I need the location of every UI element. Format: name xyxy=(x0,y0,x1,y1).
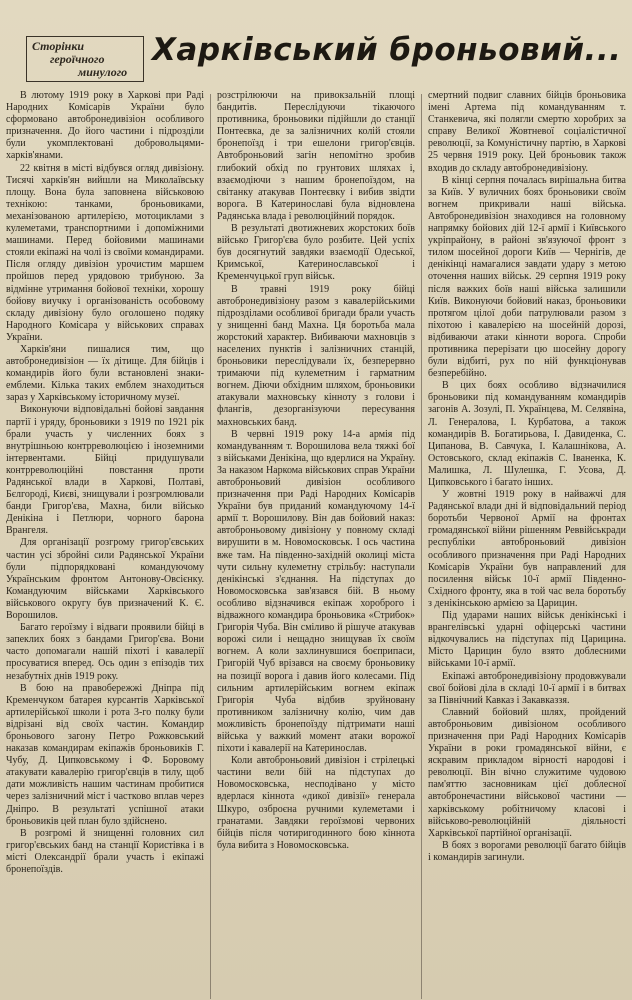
paragraph: Екіпажі автобронедивізіону продовжували свої бойові діла в складі 10-ї армії і в битвах за Північний Кавказ і Закавказзя. xyxy=(428,670,626,706)
article-columns xyxy=(6,90,626,1000)
paragraph: В кінці серпня почалась вирішальна битва за Київ. У вуличних боях броньовики своїм вогнем прикривали наші війська. Автобронедивізіон знаходився на головному напрямку бойових дій 12-ї армії і Київського укріпрайону, в районі зв'язуючої фронт з тилом шосейної дороги Київ — Чернігів, де денікінці намагалися завдати удару з метою оточення наших військ. 29 серпня 1919 року після важких боїв наші війська залишили Київ. Виконуючи бойовий наказ, броньовики протягом цілої доби патрулювали разом з піхотою і кавалерією на шосейній дорозі, відбиваючи атаки кінноти ворога. Спроби противника перерізати цю шосейну дорогу були відбиті, рух по ній функціонував безперебійно. xyxy=(428,174,626,380)
paragraph: В розгромі й знищенні головних сил григор'євських банд на станції Користівка і в місті Олександрії брали участь і екіпажі бронепоїздів. xyxy=(6,827,204,875)
rubric-line-1: Сторінки xyxy=(32,39,85,53)
paragraph: В результаті двотижневих жорстоких боїв військо Григор'єва було розбите. Цей успіх був досягнутий завдяки взаємодії Одеської, Кримської, Катеринославської і Кременчуцької груп військ. xyxy=(217,223,415,283)
rubric-box xyxy=(26,36,144,82)
paragraph: В червні 1919 року 14-а армія під командуванням т. Ворошилова вела тяжкі бої з військами Денікіна, що вдерлися на Україну. За наказом Наркома військових справ України автоброньовий дивізіон особливого призначення при Раді Народних Комісарів України був приданий командуючому 14-ї армії т. Ворошилову. Він дав бойовий наказ: автоброньовому дивізіону у повному складі вирушити в м. Новомосковськ. І ось частина вже там. На південно-західній околиці міста чути сильну кулеметну стрільбу: наступали денікінські з'єднання. На підступах до Новомосковська зав'язався бій. В ньому особливо відзначився екіпаж хороброго і відважного командира броньовика «Стрибок» Григорія Чуба. Він сміливо й рішуче атакував ворожі сили і нещадно знищував їх своїм вогнем. А коли захлинувшися боєприпаси, Григорій Чуб врізався на своєму броньовику на позиції ворога і давив його колесами. Під сильним артилерійським вогнем екіпаж Григорія Чуба відбив зруйновану противником залізничну колію, чим дав можливість бронепоїзду підтримати наші війська у важкий момент атаки ворожої піхоти і кавалерії на Катеринослав. xyxy=(217,428,415,755)
paragraph: Харків'яни пишалися тим, що автобронедивізіон — їх дітище. Для бійців і командирів його були встановлені знаки-емблеми. Кілька таких емблем знаходиться зараз у Харківському історичному музеї. xyxy=(6,343,204,404)
column-divider xyxy=(210,94,211,999)
paragraph: Коли автоброньовий дивізіон і стрілецькі частини вели бій на підступах до Новомосковська, несподівано у місто вдерлася кіннота «дикої дивізії» генерала Шкуро, озброєна ручними кулеметами і гранатами. Завдяки героїзмові червоних бійців після чотиригодинного бою кіннота була вибита з Новомосковська. xyxy=(217,755,415,851)
rubric-line-3: минулого xyxy=(78,65,128,79)
column-1 xyxy=(6,90,204,1000)
paragraph: В бою на правобережжі Дніпра під Кременчуком батарея курсантів Харківської артилерійської школи і рота 3-го полку були відрізані від своїх частин. Командир броньового загону Петро Рожковський наказав командирам екіпажів броньовиків Г. Чубу, Д. Ципковському і Ф. Боровому атакувати кавалерію григор'євців в тилу, щоб дати можливість нашим частинам пробитися через залізничний міст і частково вплав через Дніпро. В результаті успішної атаки броньовиків цей план було здійснено. xyxy=(6,682,204,827)
paragraph: Багато героїзму і відваги проявили бійці в запеклих боях з бандами Григор'єва. Вони часто допомагали нашій піхоті і кавалерії просуватися вперед. Ось один з епізодів тих незабутніх днів 1919 року. xyxy=(6,622,204,682)
paragraph: В лютому 1919 року в Харкові при Раді Народних Комісарів України було сформовано автобронедивізіон особливого призначення. До його частини і підрозділи були укомплектовані добровольцями-харків'янами. xyxy=(6,90,204,162)
paragraph: В боях з ворогами революції багато бійців і командирів загинули. xyxy=(428,839,626,863)
article-title: Харківський броньовий... xyxy=(152,32,622,68)
paragraph: розстрілюючи на привокзальній площі бандитів. Переслідуючи тікаючого противника, броньовики підійшли до станції Понтеєвка, де за залізничних колій стояли бронепоїзд і три ешелони григор'євців. Автоброньовий загін непомітно зробив глибокий обхід по грунтових шляхах і, взаємодіючи з нашим бронепоїздом, на світанку атакував Понтеєвку і вибив звідти ворога. В Катеринославі була відновлена Радянська влада і революційний порядок. xyxy=(217,90,415,222)
article-header xyxy=(6,6,626,84)
paragraph: 22 квітня в місті відбувся огляд дивізіону. Тисячі харків'ян вийшли на Миколаївську площу. Вона була заповнена військовою технікою: танками, броньовиками, механізованою артилерією, мотоциклами з кулеметами, транспортними і допоміжними машинами. Перед бойовими машинами стояли екіпажі на чолі із своїми командирами. Після огляду дивізіон урочистим маршем пройшов перед урядовою трибуною. За відмінне утримання бойової техніки, хорошу бойову виучку і організованість особовому складу дивізіону було оголошено подяку Народного Комісара у військових справах України. xyxy=(6,162,204,343)
paragraph: Славний бойовий шлях, пройдений автоброньовим дивізіоном особливого призначення при Раді Народних Комісарів України в роки громадянської війни, є яскравим прикладом вірності народові і революції. Він вічно служитиме чудовою пам'яттю засновникам цієї доблесної автобронечастини військової частини — харківському робітничому класові і військово-революційній діяльності Харківської партійної організації. xyxy=(428,706,626,839)
column-2 xyxy=(217,90,415,1000)
paragraph: Виконуючи відповідальні бойові завдання партії і уряду, броньовики з 1919 по 1921 рік брали участь у численних боях з внутрішньою контрреволюцією і іноземними інтервентами. Бійці придушували контрреволюційні повстання проти Радянської влади в Харкові, Полтаві, Бєлгороді, Києві, знищували і розгромлювали банди Григор'єва, Махна, били військо Денікіна і Петлюри, чорного барона Врангеля. xyxy=(6,404,204,537)
column-divider xyxy=(421,94,422,999)
paragraph: Для організації розгрому григор'євських частин усі збройні сили Радянської України були підпорядковані командуючому Українським фронтом Антонову-Овсієнку. Командуючим військами Харківського військового округу був призначений К. Є. Ворошилов. xyxy=(6,537,204,622)
column-3 xyxy=(428,90,626,1000)
paragraph: У жовтні 1919 року в найважчі для Радянської влади дні й відповідальний період боротьби Червоної Армії на фронтах громадянської війни рішенням Реввійськради республіки автоброньовий дивізіон особливого призначення при Раді Народних Комісарів України був направлений для посилення військ 10-ї армії Південно-Східного фронту, яка в той час вела боротьбу з денікінською армією за Царицин. xyxy=(428,489,626,609)
paragraph: В травні 1919 року бійці автобронедивізіону разом з кавалерійськими підрозділами особливої бригади брали участь у знищенні банд Махна. Ця боротьба мала жорстокий характер. Вибиваючи махновців з населених пунктів і залізничних станцій, броньовики переслідували їх, безперервно тримаючи під кулеметним і гарматним вогнем. Діючи обхідним шляхом, броньовики атакували махновську кінноту з голови і флангів, дезорганізуючи пересування махновських банд. xyxy=(217,283,415,428)
rubric-line-2: героїчного xyxy=(50,52,105,66)
paragraph: смертний подвиг славних бійців броньовика імені Артема під командуванням т. Станкевича, які полягли смертю хоробрих за справу Великої Жовтневої соціалістичної революції, за Комуністичну партію, в Харкові 25 червня 1919 року. Цей броньовик також входив до складу автобронедивізіону. xyxy=(428,90,626,174)
paragraph: В цих боях особливо відзначилися броньовики під командуванням командирів загонів А. Зозулі, П. Українцева, М. Селявіна, Л. Генералова, І. Курбатова, а також командирів В. Богатирьова, І. Давиденка, С. Ципанова, В. Савчука, І. Калашнікова, А. Остовського, склад екіпажів С. Іваненка, К. Малишка, Л. Шулешка, Г. Усова, Д. Ципковського і багато інших. xyxy=(428,380,626,488)
paragraph: Під ударами наших військ денікінські і врангелівські ударні офіцерські частини відкочувались на підступах під Царицина. Місто Царицин було взято доблесними військами 10-ї армії. xyxy=(428,610,626,670)
